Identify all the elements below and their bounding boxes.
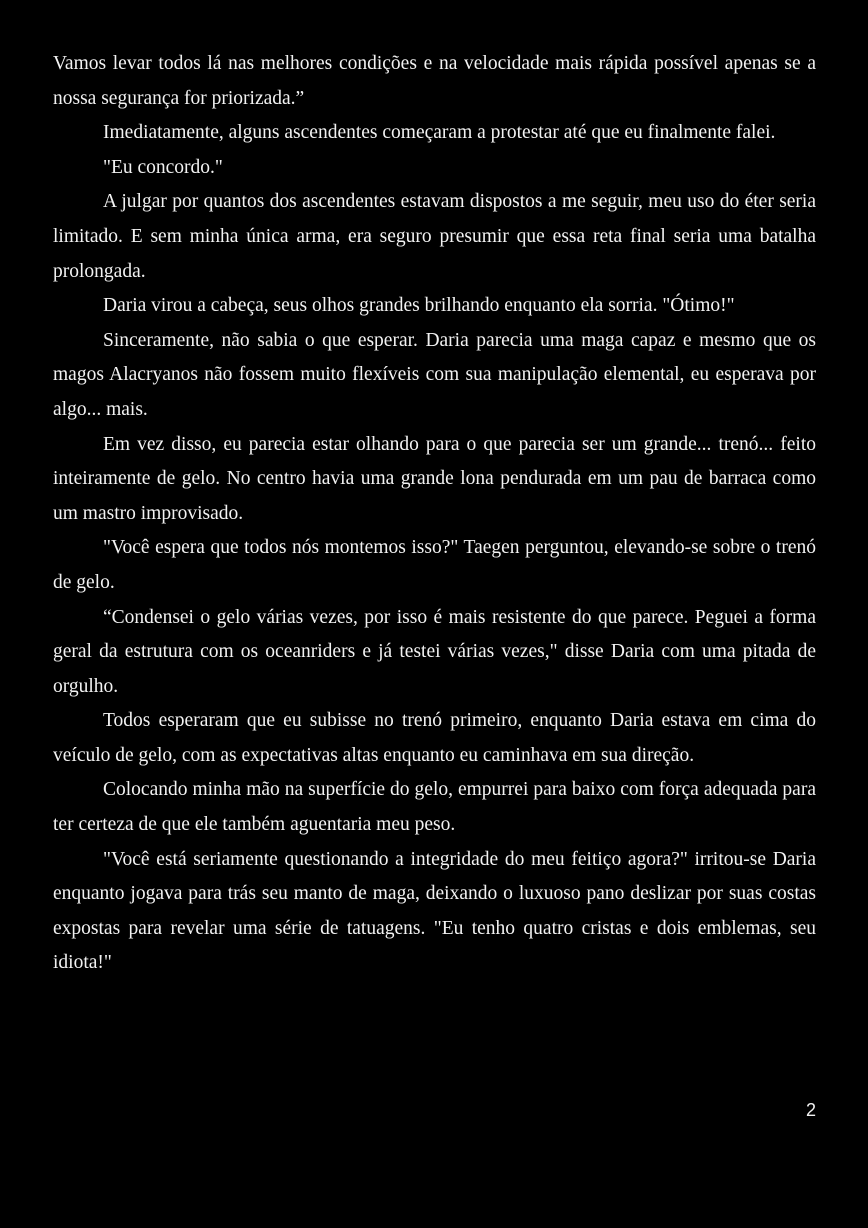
page-number: 2: [805, 1100, 816, 1120]
paragraph-12: "Você está seriamente questionando a integridade do meu feitiço agora?" irritou-se Daria enquanto jogava para trás seu manto de maga, deixando o luxuoso pano deslizar por suas costas expostas para revelar uma série de tatuagens. "Eu tenho quatro cristas e dois emblemas, seu idiota!": [53, 848, 816, 974]
paragraph-6: Sinceramente, não sabia o que esperar. Daria parecia uma maga capaz e mesmo que os magos Alacryanos não fossem muito flexíveis com sua manipulação elemental, eu esperava por algo... mais.: [53, 329, 816, 420]
page-body-text: [53, 47, 816, 981]
paragraph-1: Vamos levar todos lá nas melhores condições e na velocidade mais rápida possível apenas se a nossa segurança for priorizada.”: [53, 53, 816, 109]
paragraph-5: Daria virou a cabeça, seus olhos grandes brilhando enquanto ela sorria. "Ótimo!": [103, 295, 735, 317]
paragraph-11: Colocando minha mão na superfície do gelo, empurrei para baixo com força adequada para ter certeza de que ele também aguentaria meu peso.: [53, 779, 816, 836]
paragraph-8: "Você espera que todos nós montemos isso?" Taegen perguntou, elevando-se sobre o trenó de gelo.: [53, 537, 816, 593]
paragraph-7: Em vez disso, eu parecia estar olhando para o que parecia ser um grande... trenó... feito inteiramente de gelo. No centro havia uma grande lona pendurada em um pau de barraca como um mastro improvisado.: [53, 433, 816, 524]
paragraph-3: "Eu concordo.": [103, 156, 223, 178]
paragraph-9: “Condensei o gelo várias vezes, por isso é mais resistente do que parece. Peguei a forma geral da estrutura com os oceanriders e já testei várias vezes," disse Daria com uma pitada de orgulho.: [53, 606, 816, 697]
paragraph-2: Imediatamente, alguns ascendentes começaram a protestar até que eu finalmente falei.: [103, 122, 776, 144]
paragraph-10: Todos esperaram que eu subisse no trenó primeiro, enquanto Daria estava em cima do veículo de gelo, com as expectativas altas enquanto eu caminhava em sua direção.: [53, 710, 816, 766]
paragraph-4: A julgar por quantos dos ascendentes estavam dispostos a me seguir, meu uso do éter seria limitado. E sem minha única arma, era seguro presumir que essa reta final seria uma batalha prolongada.: [53, 191, 816, 282]
